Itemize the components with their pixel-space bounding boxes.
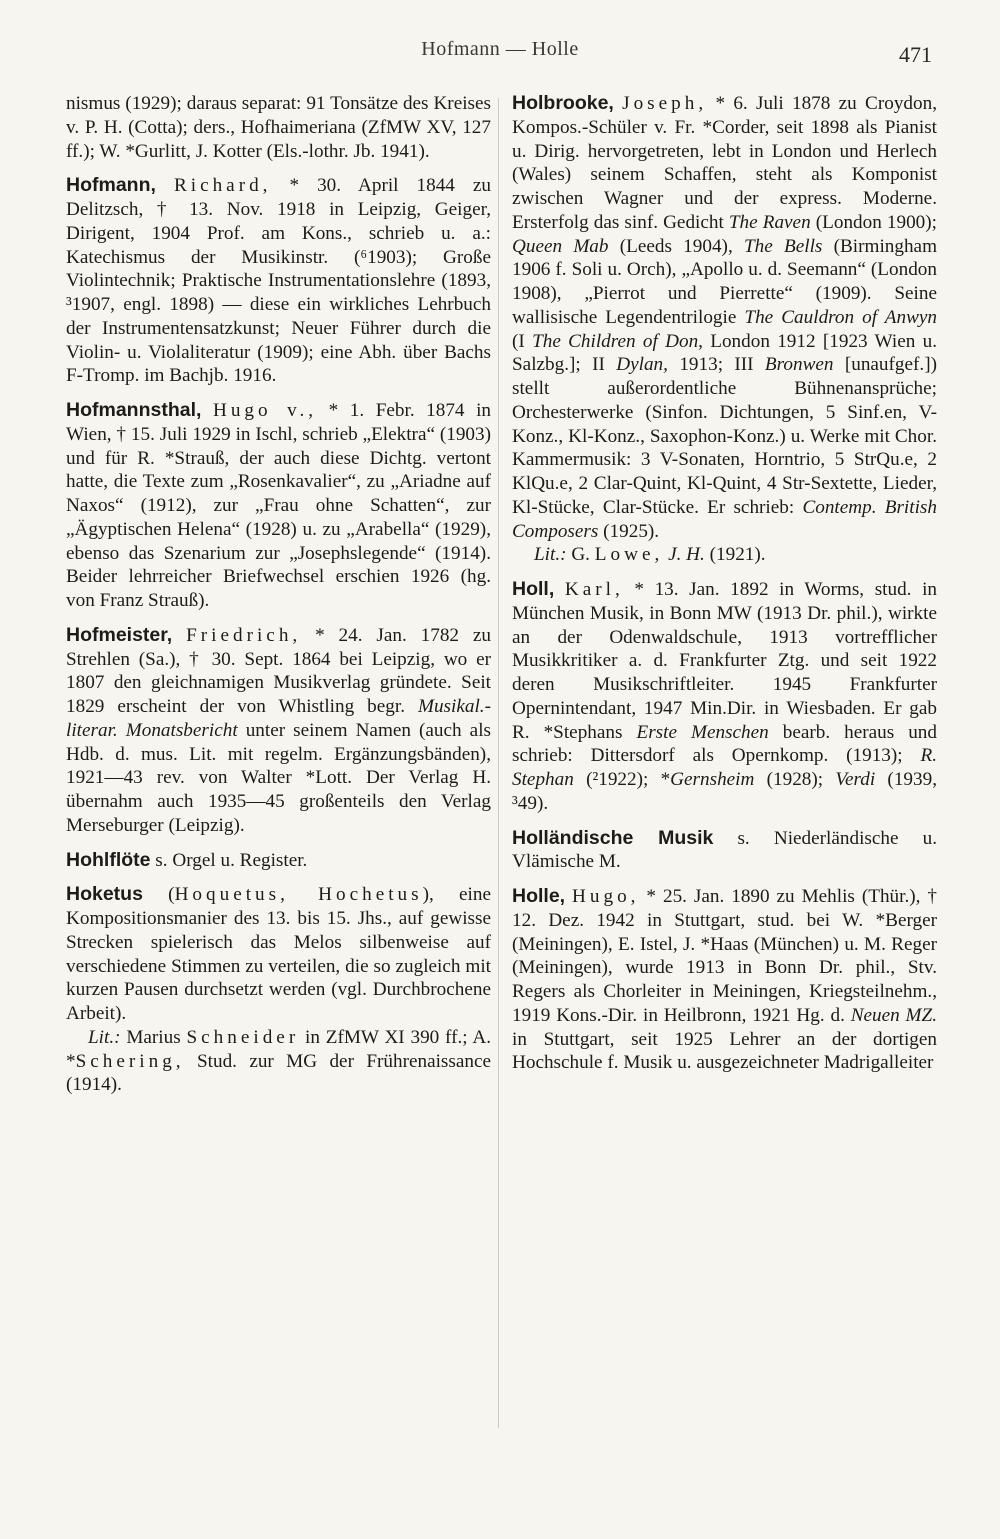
spaced-name: Schering, — [75, 1050, 185, 1072]
entry-hollaendische-musik — [512, 827, 937, 875]
literature-line — [512, 543, 937, 567]
entry-text: ), eine Kompositionsmanier des 13. bis 15. Jhs., auf gewisse Strecken spielerisch das Melos silbenweise auf verschiedene Stimmen zu verteilen, die so zugleich mit kurzen Pausen durchsetzt werden (vgl. Durchbrochene Arbeit). — [66, 884, 491, 1024]
headword: Holländische Musik — [512, 826, 714, 849]
entry-text: (London 1900); — [810, 211, 937, 233]
entry-text: ( — [142, 884, 175, 906]
entry-hohlfloete — [66, 849, 491, 873]
entry-text: (²1922); * — [573, 769, 671, 790]
entry-hofmannsthal — [66, 399, 491, 613]
italic-title: The Cauldron of Anwyn — [744, 306, 937, 328]
headword: Hofmeister, — [66, 623, 173, 646]
headword: Hoketus — [66, 883, 143, 906]
headword: Hohlflöte — [66, 848, 151, 871]
column-divider — [498, 98, 499, 1428]
entry-text: * 30. April 1844 zu Delitzsch, † 13. Nov. 1918 in Leipzig, Geiger, Dirigent, 1904 Prof. am Kons., schrieb u. a.: Katechismus der Musikinstr. (⁶1903); Große Violintechnik; Praktische Instrumentationslehre (1893, ³1907, engl. 1898) — diese ein wirkliches Lehrbuch der Instrumentensatzkunst; Neuer Führer durch die Violin- u. Violaliteratur (1909); eine Abh. über Bachs F-Tromp. im Bachjb. 1916. — [66, 175, 492, 387]
entry-text: * 1. Febr. 1874 in Wien, † 15. Juli 1929 in Ischl, schrieb „Elektra“ (1903) und für R. *Strauß, der auch diese Dichtg. vertont hatte, die Texte zum „Rosenkavalier“, zu „Ariadne auf Naxos“ (1912), zur „Frau ohne Schatten“, zur „Ägyptischen Helena“ (1928) u. zu „Arabella“ (1929), ebenso das Szenarium zur „Josephslegende“ (1914). Beider lehrreicher Briefwechsel erschien 1926 (hg. von Franz Strauß). — [66, 400, 491, 611]
lit-label: Lit.: — [534, 544, 567, 566]
entry-text: London 1912 [1923 Wien u. Salzbg.]; II — [512, 330, 938, 376]
lit-label: Lit.: — [88, 1026, 121, 1048]
lit-text: G. — [566, 544, 595, 566]
page-number: 471 — [899, 42, 932, 67]
entry-continuation — [66, 92, 491, 163]
left-column — [66, 92, 491, 1108]
headword: Hofmannsthal, — [66, 399, 202, 421]
page-header — [0, 38, 1000, 68]
lit-text: in ZfMW XI 390 ff.; A. * — [66, 1026, 492, 1072]
entry-hofmann — [66, 174, 491, 388]
entry-text: [unaufgef.]) stellt außerordentliche Bühnenansprüche; Orchesterwerke (Sinfon. Dichtungen, 5 Sinf.en, V-Konz., Kl-Konz., Saxophon-Konz.) u. Werke mit Chor. Kammermusik: 3 V-Sonaten, Horntrio, 5 StrQu.e, 2 KlQu.e, 2 Clar-Quint, Kl-Quint, 4 Str-Sextette, Lieder, Kl-Stücke, Clar-Stücke. Er schrieb: — [512, 354, 937, 518]
spaced-term: Hoquetus, Hochetus — [174, 884, 423, 906]
entry-text: in Stuttgart, seit 1925 Lehrer an der dortigen Hochschule f. Musik u. ausgezeichneter Madrigalleiter — [512, 1028, 937, 1074]
entry-text: s. Niederländische u. Vlämische M. — [512, 827, 937, 873]
entry-text: * 6. Juli 1878 zu Croydon, Kompos.-Schüler v. Fr. *Corder, seit 1898 als Pianist u. Dirig. hervorgetreten, lebt in London und Herlech (Wales) seinem Schaffen, steht als Komponist zwischen Wagner und der express. Moderne. Ersterfolg das sinf. Gedicht — [512, 93, 937, 233]
given-name: Joseph, — [622, 93, 708, 114]
italic-title: Verdi — [835, 769, 876, 790]
italic-title: Queen Mab — [512, 235, 609, 257]
right-column — [512, 92, 937, 1086]
entry-text: bearb. heraus und schrieb: Dittersdorf als Opernkomp. (1913); — [512, 721, 937, 767]
italic-title: Bronwen — [764, 354, 834, 376]
entry-text: nismus (1929); daraus separat: 91 Tonsätze des Kreises v. P. H. (Cotta); ders., Hofhaimeriana (ZfMW XV, 127 ff.); W. *Gurlitt, J. Kotter (Els.-lothr. Jb. 1941). — [66, 93, 491, 162]
given-name: Karl, — [564, 579, 624, 600]
entry-hofmeister — [66, 624, 491, 838]
headword: Hofmann, — [66, 174, 156, 197]
italic-title: Erste Menschen — [636, 721, 769, 743]
spaced-name: Lowe, — [594, 544, 664, 566]
headword: Holl, — [512, 578, 555, 600]
italic-title: Neuen MZ. — [850, 1004, 937, 1026]
entry-text: (1925). — [598, 520, 660, 542]
lit-text: Stud. zur MG der Frührenaissance (1914). — [66, 1050, 491, 1096]
entry-text: (1928); — [754, 769, 836, 790]
italic-title: J. H. — [668, 544, 705, 566]
lit-text: Marius — [120, 1026, 187, 1048]
headword: Holbrooke, — [512, 92, 614, 114]
entry-text: s. Orgel u. Register. — [150, 849, 308, 871]
entry-text: 1913; III — [667, 354, 765, 376]
given-name: Hugo, — [572, 886, 640, 907]
entry-text: * 13. Jan. 1892 in Worms, stud. in München Musik, in Bonn MW (1913 Dr. phil.), wirkte an der Odenwaldschule, 1913 vortrefflicher Musikkritiker a. d. Frankfurter Ztg. und seit 1922 deren Musikschriftleiter. 1945 Frankfurter Opernintendant, 1947 Min.Dir. in Wiesbaden. Er gab R. *Stephans — [512, 579, 938, 743]
spaced-name: Schneider — [186, 1026, 300, 1048]
literature-line — [66, 1026, 491, 1097]
running-head: Hofmann — Holle — [421, 38, 579, 60]
italic-title: Gernsheim — [670, 769, 755, 790]
italic-title: Contemp. British Composers — [512, 496, 937, 542]
entry-text: (I — [512, 330, 533, 352]
italic-title: R. Stephan — [512, 745, 937, 790]
italic-title: The Children of Don, — [532, 330, 703, 352]
entry-holl — [512, 578, 937, 816]
entry-holbrooke — [512, 92, 937, 567]
entry-text: * 25. Jan. 1890 zu Mehlis (Thür.), † 12. Dez. 1942 in Stuttgart, stud. bei W. *Berger (Meiningen), E. Istel, J. *Haas (München) u. M. Reger (Meiningen), wurde 1913 in Bonn Dr. phil., Stv. Regers als Chorleiter in Meiningen, Kriegsteilnehm., 1919 Kons.-Dir. in Heilbronn, 1921 Hg. d. — [512, 886, 937, 1026]
entry-holle — [512, 885, 937, 1075]
italic-title: Musikal.-literar. Monatsbericht — [66, 696, 491, 741]
entry-hoketus — [66, 883, 491, 1097]
entry-text: * 24. Jan. 1782 zu Strehlen (Sa.), † 30. Sept. 1864 bei Leipzig, wo er 1807 den gleichnamigen Musikverlag gründete. Seit 1829 erscheint der von Whistling begr. — [66, 624, 492, 717]
entry-text: (1939, ³49). — [512, 769, 937, 814]
italic-title: The Bells — [743, 235, 823, 257]
entry-text: unter seinem Namen (auch als Hdb. d. mus. Lit. mit regelm. Ergänzungsbänden), 1921—43 rev. von Walter *Lott. Der Verlag H. übernahm auch 1935—45 großenteils den Verlag Merseburger (Leipzig). — [66, 719, 491, 836]
entry-text: (Birmingham 1906 f. Soli u. Orch), „Apollo u. d. Seemann“ (London 1908), „Pierrot und Pierrette“ (1909). Seine wallisische Legendentrilogie — [512, 235, 938, 328]
given-name: Hugo v., — [212, 400, 318, 421]
italic-title: The Raven — [728, 211, 811, 233]
lit-text: (1921). — [704, 544, 766, 566]
entry-text: (Leeds 1904), — [608, 235, 744, 257]
given-name: Richard, — [173, 175, 272, 197]
headword: Holle, — [512, 885, 566, 907]
italic-title: Dylan, — [616, 354, 668, 376]
given-name: Friedrich, — [186, 624, 302, 646]
